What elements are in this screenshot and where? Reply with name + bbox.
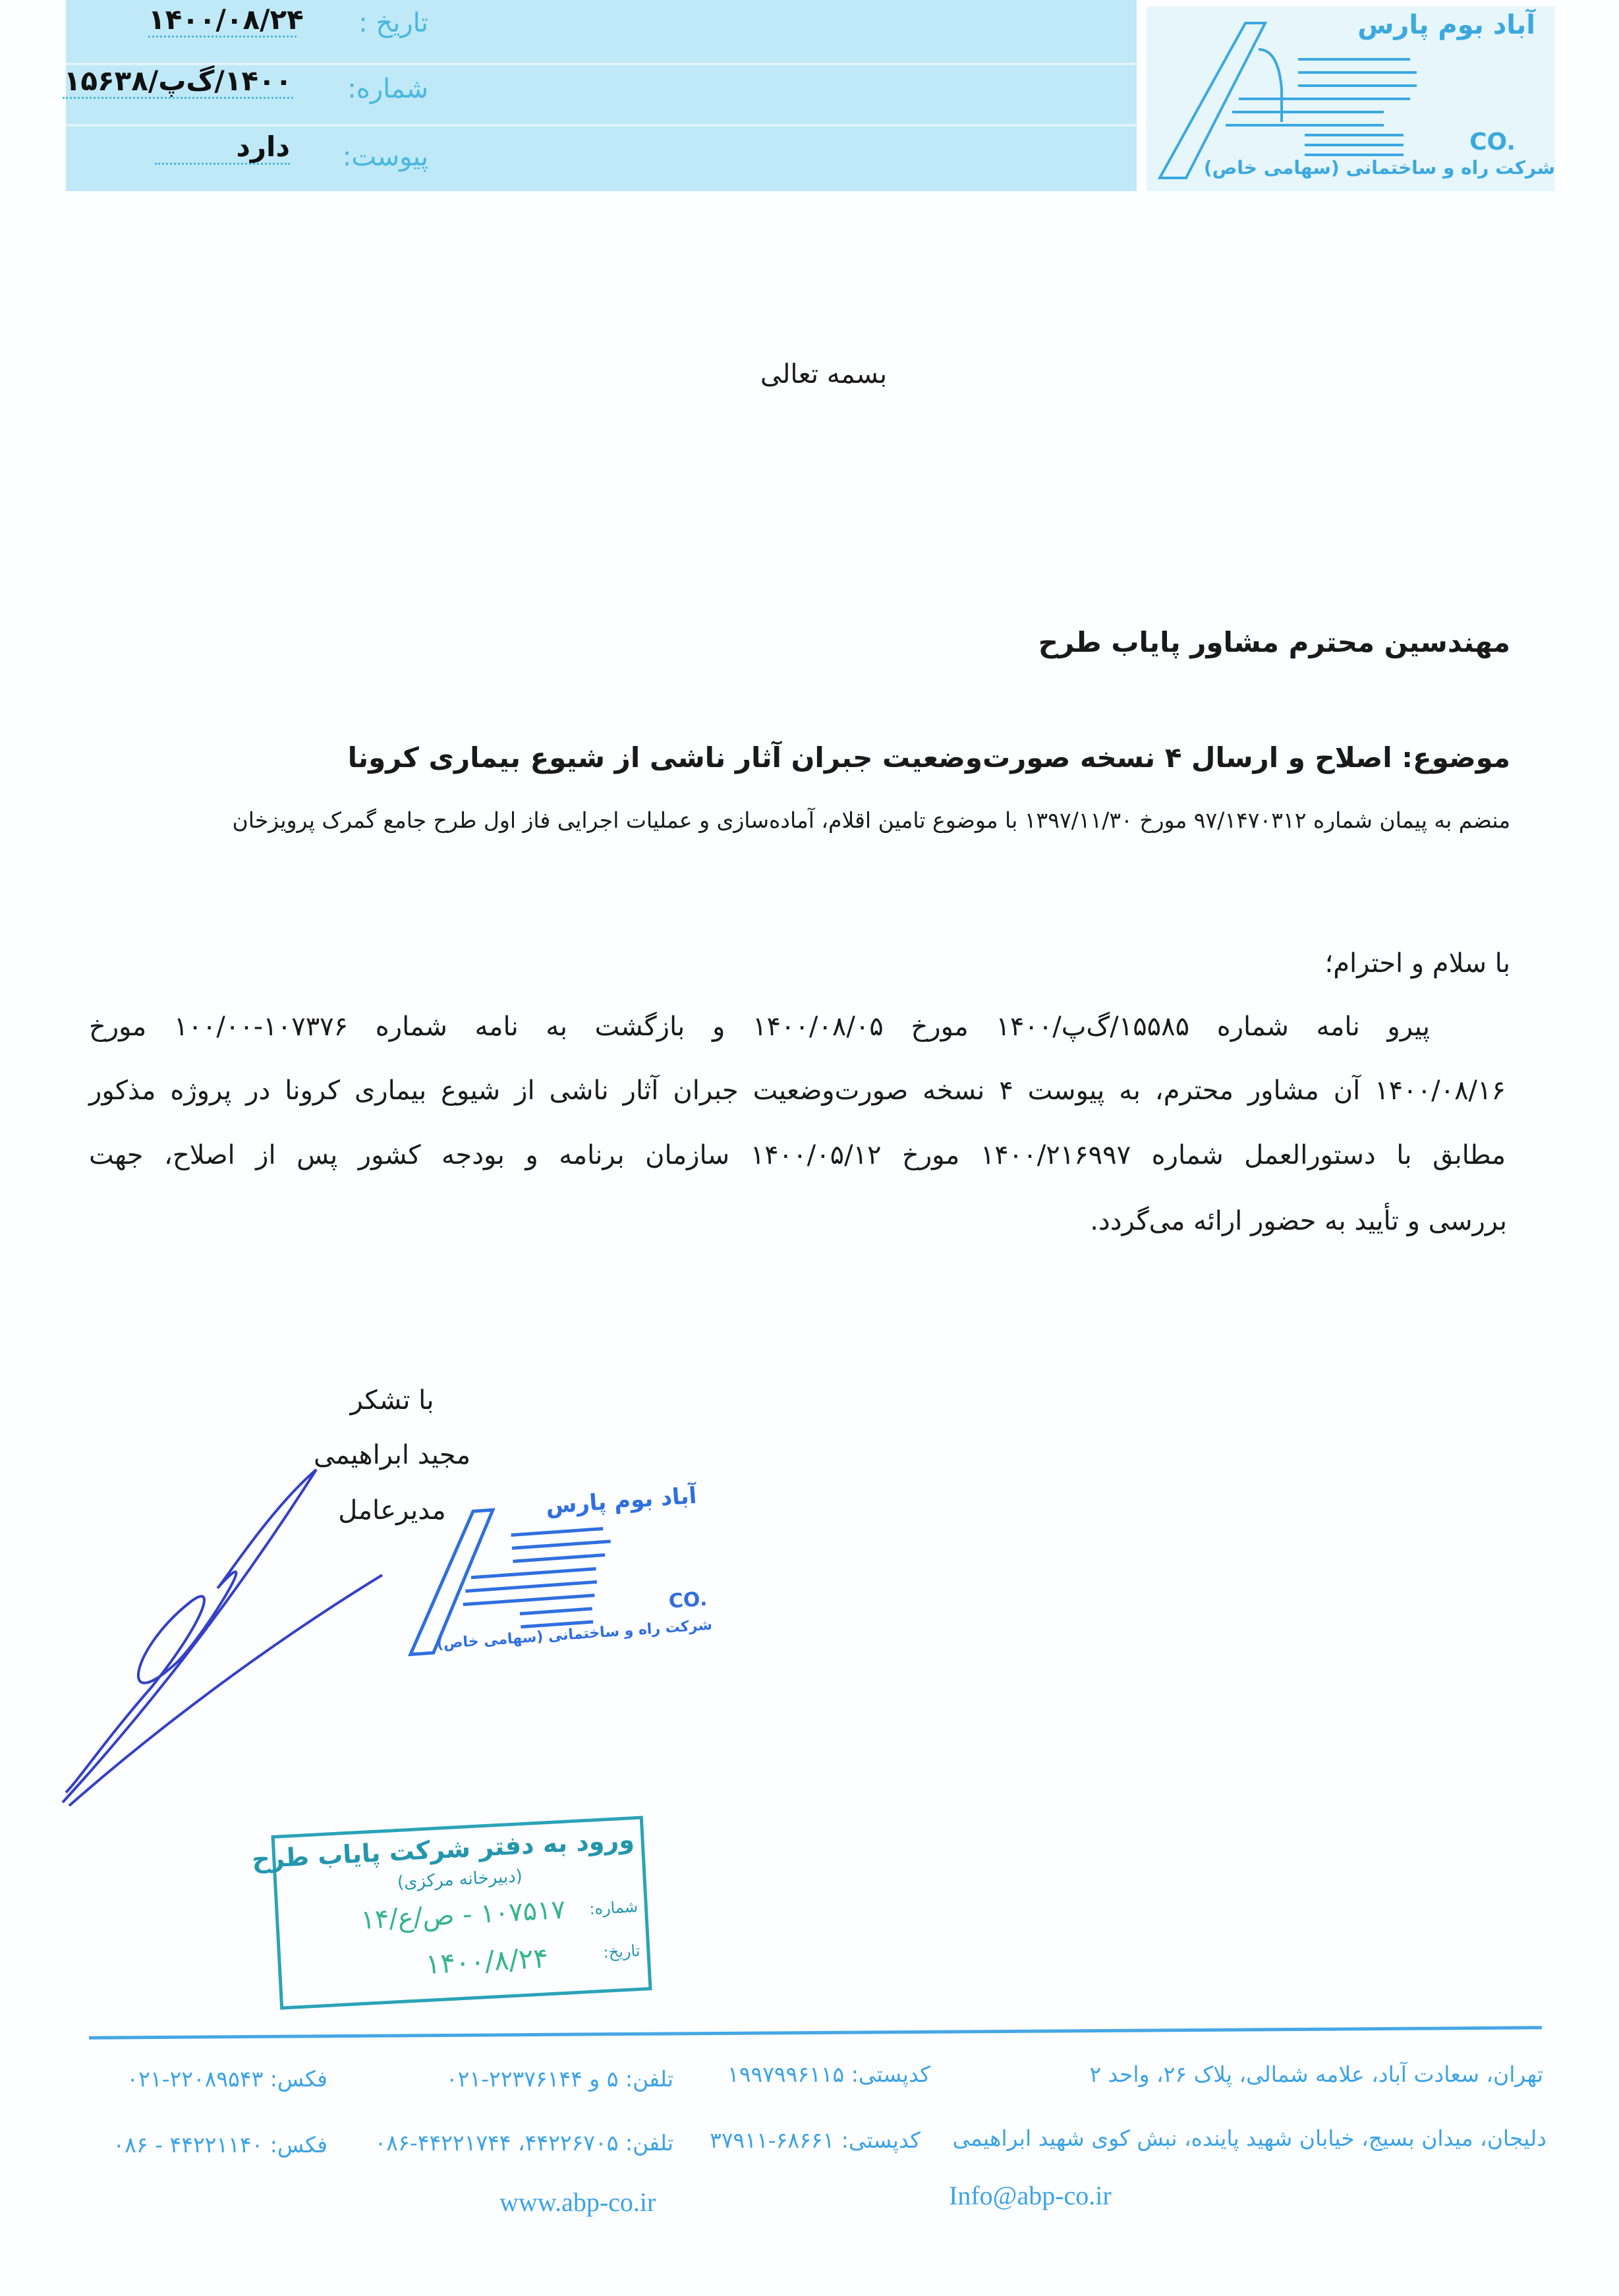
tehran-fax: فکس: ۲۲۰۸۹۵۴۳-۰۲۱	[127, 2066, 327, 2092]
stamp-date-label: تاریخ:	[602, 1941, 641, 1962]
date-label: تاریخ :	[358, 8, 428, 38]
delijan-fax: فکس: ۴۴۲۲۱۱۴۰ - ۰۸۶	[113, 2132, 327, 2158]
band-divider	[66, 124, 1137, 127]
body-line: مطابق با دستورالعمل شماره ۱۴۰۰/۲۱۶۹۹۷ مورخ ۱۴۰۰/۰۵/۱۲ سازمان برنامه و بودجه کشور پس از اصلاح، جهت	[89, 1140, 1506, 1170]
footer-divider	[89, 2026, 1542, 2039]
signature-icon	[53, 1450, 395, 1812]
addressee: مهندسین محترم مشاور پایاب طرح	[1038, 626, 1510, 658]
email-link[interactable]: Info@abp-co.ir	[949, 2181, 1112, 2210]
body-line: بررسی و تأیید به حضور ارائه می‌گردد.	[1090, 1206, 1507, 1236]
company-seal	[393, 1482, 714, 1668]
stamp-number-label: شماره:	[588, 1897, 639, 1918]
contract-reference: منضم به پیمان شماره ۹۷/۱۴۷۰۳۱۲ مورخ ۱۳۹۷/۱۱/۳۰ با موضوع تامین اقلام، آماده‌سازی و عملیات اجرایی فاز اول طرح جامع گمرک پرویزخان	[232, 807, 1510, 833]
delijan-postal-code: کدپستی: ۶۸۶۶۱-۳۷۹۱۱	[710, 2127, 921, 2153]
delijan-address: دلیجان، میدان بسیج، خیابان شهید پاینده، نبش کوی شهید ابراهیمی	[952, 2125, 1547, 2151]
tehran-postal-code: کدپستی: ۱۹۹۷۹۹۶۱۱۵	[727, 2061, 930, 2087]
company-suffix: CO.	[1469, 129, 1516, 156]
seal-company-name: آباد بوم پارس	[544, 1482, 698, 1520]
delijan-phone: تلفن: ۴۴۲۲۶۷۰۵، ۴۴۲۲۱۷۴۴-۰۸۶	[374, 2130, 673, 2156]
attachment-value: دارد	[155, 130, 290, 165]
stamp-number-value: ۱۰۷۵۱۷ - ص/ع/۱۴	[360, 1894, 567, 1936]
website-link[interactable]: www.abp-co.ir	[499, 2187, 656, 2217]
body-line: ۱۴۰۰/۰۸/۱۶ آن مشاور محترم، به پیوست ۴ نسخه صورت‌وضعیت جبران آثار ناشی از شیوع بیماری کرونا در پروژه مذکور	[89, 1076, 1506, 1106]
signer-title: مدیرعامل	[338, 1495, 446, 1526]
stamp-subtitle: (دبیرخانه مرکزی)	[397, 1866, 523, 1893]
subject: موضوع: اصلاح و ارسال ۴ نسخه صورت‌وضعیت جبران آثار ناشی از شیوع بیماری کرونا	[347, 741, 1510, 774]
tehran-address: تهران، سعادت آباد، علامه شمالی، پلاک ۲۶، واحد ۲	[1089, 2061, 1543, 2087]
company-type: شرکت راه و ساختمانی (سهامی خاص)	[1203, 157, 1555, 179]
number-value: ۱۴۰۰/گ‌پ/۱۵۶۳۸	[63, 65, 293, 99]
invocation: بسمه تعالی	[760, 359, 888, 389]
body-line: پیرو نامه شماره ۱۵۵۸۵/گ‌پ/۱۴۰۰ مورخ ۱۴۰۰/۰۸/۰۵ و بازگشت به نامه شماره ۱۰۷۳۷۶-۱۰۰/۰۰ مورخ	[89, 1012, 1430, 1042]
number-label: شماره:	[347, 74, 428, 104]
company-name: آباد بوم پارس	[1357, 10, 1535, 40]
company-logo	[1147, 7, 1555, 191]
received-stamp	[251, 1816, 652, 2009]
tehran-phone: تلفن: ۵ و ۲۲۳۷۶۱۴۴-۰۲۱	[445, 2066, 673, 2092]
stamp-date-value: ۱۴۰۰/۸/۲۴	[424, 1941, 550, 1980]
date-value: ۱۴۰۰/۰۸/۲۴	[148, 3, 297, 38]
greeting: با سلام و احترام؛	[1324, 948, 1510, 979]
seal-company-type: شرکت راه و ساختمانی (سهامی خاص)	[436, 1617, 713, 1653]
signer-name: مجید ابراهیمی	[313, 1440, 471, 1470]
seal-company-suffix: CO.	[667, 1587, 708, 1613]
stamp-title: ورود به دفتر شرکت پایاب طرح	[251, 1825, 635, 1874]
attachment-label: پیوست:	[342, 142, 428, 172]
closing: با تشکر	[350, 1385, 434, 1416]
